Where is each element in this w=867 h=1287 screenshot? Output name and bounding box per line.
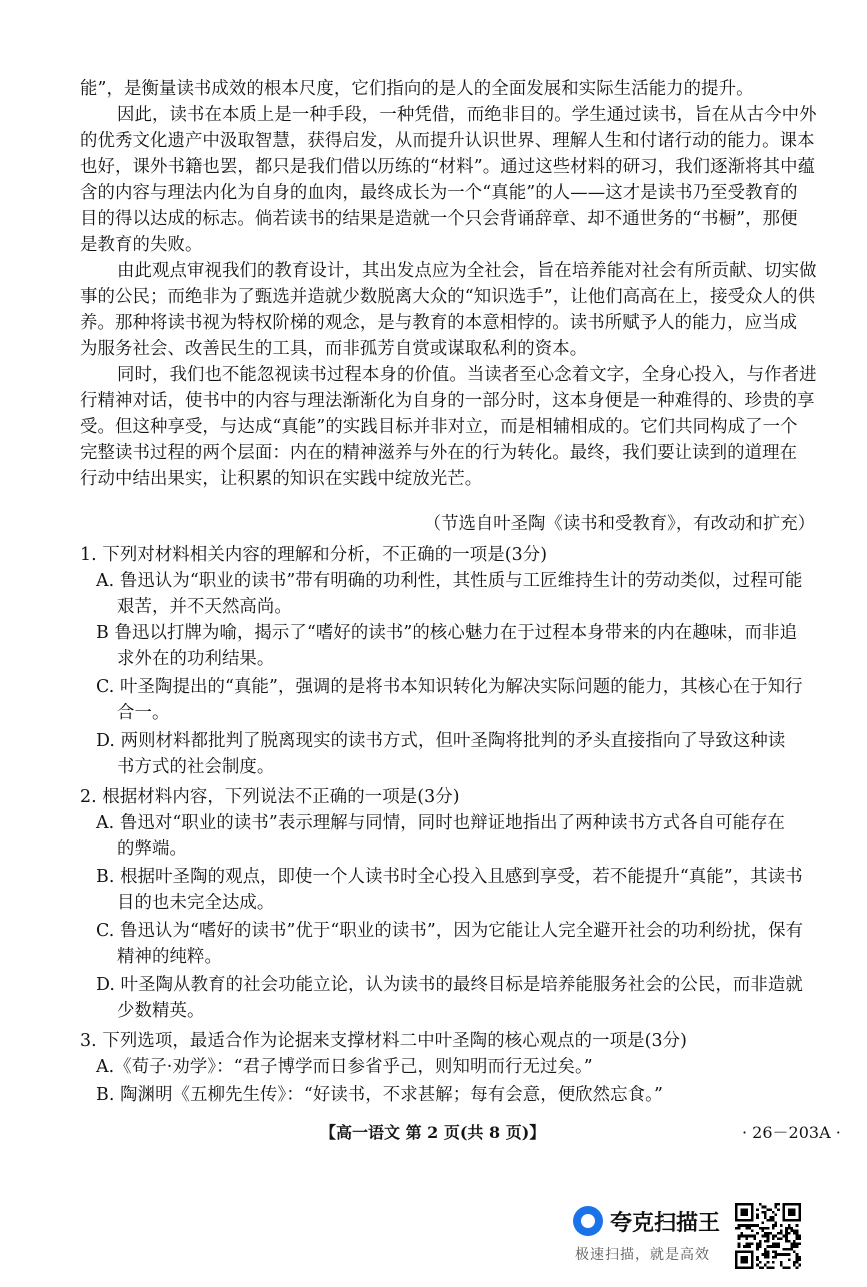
answer-option-line: B. 陶渊明《五柳先生传》：“好读书，不求甚解；每有会意，便欣然忘食。” bbox=[96, 1085, 663, 1105]
answer-option-line: 求外在的功利结果。 bbox=[117, 649, 275, 669]
scanner-logo-icon bbox=[573, 1206, 603, 1236]
qr-code-icon bbox=[735, 1203, 801, 1269]
passage-line: 为服务社会、改善民生的工具，而非孤芳自赏或谋取私利的资本。 bbox=[80, 339, 588, 359]
answer-option-line: C. 叶圣陶提出的“真能”，强调的是将书本知识转化为解决实际问题的能力，其核心在于知行 bbox=[96, 677, 803, 697]
answer-option-line: 少数精英。 bbox=[117, 1001, 205, 1021]
answer-option-line: B. 根据叶圣陶的观点，即使一个人读书时全心投入且感到享受，若不能提升“真能”，其读书 bbox=[96, 867, 803, 887]
passage-line: 完整读书过程的两个层面：内在的精神滋养与外在的行为转化。最终，我们要让读到的道理在 bbox=[80, 443, 798, 463]
question-stem: 1. 下列对材料相关内容的理解和分析，不正确的一项是(3分) bbox=[80, 545, 548, 565]
passage-line: 同时，我们也不能忽视读书过程本身的价值。当读者至心念着文字，全身心投入，与作者进 bbox=[117, 365, 817, 385]
passage-line: 也好，课外书籍也罢，都只是我们借以历练的“材料”。通过这些材料的研习，我们逐渐将其中蕴 bbox=[80, 157, 816, 177]
passage-line: 能”，是衡量读书成效的根本尺度，它们指向的是人的全面发展和实际生活能力的提升。 bbox=[80, 79, 754, 99]
answer-option-line: 的弊端。 bbox=[117, 839, 187, 859]
passage-line: 行精神对话，使书中的内容与理法渐渐化为自身的一部分时，这本身便是一种难得的、珍贵的享 bbox=[80, 391, 815, 411]
question-stem: 3. 下列选项，最适合作为论据来支撑材料二中叶圣陶的核心观点的一项是(3分) bbox=[80, 1031, 688, 1051]
passage-line: 目的得以达成的标志。倘若读书的结果是造就一个只会背诵辞章、却不通世务的“书橱”，那便 bbox=[80, 209, 798, 229]
passage-line: 养。那种将读书视为特权阶梯的观念，是与教育的本意相悖的。读书所赋予人的能力，应当成 bbox=[80, 313, 798, 333]
answer-option-line: D. 叶圣陶从教育的社会功能立论，认为读书的最终目标是培养能服务社会的公民，而非造就 bbox=[96, 975, 803, 995]
answer-option-line: B 鲁迅以打牌为喻，揭示了“嗜好的读书”的核心魅力在于过程本身带来的内在趣味，而非追 bbox=[96, 623, 798, 643]
answer-option-line: A. 鲁迅对“职业的读书”表示理解与同情，同时也辩证地指出了两种读书方式各自可能存在 bbox=[96, 813, 786, 833]
answer-option-line: 艰苦，并不天然高尚。 bbox=[117, 597, 292, 617]
passage-line: 事的公民；而绝非为了甄选并造就少数脱离大众的“知识选手”，让他们高高在上，接受众人的供 bbox=[80, 287, 816, 307]
passage-line: 由此观点审视我们的教育设计，其出发点应为全社会，旨在培养能对社会有所贡献、切实做 bbox=[117, 261, 817, 281]
scanner-watermark bbox=[565, 1198, 735, 1274]
answer-option-line: C. 鲁迅认为“嗜好的读书”优于“职业的读书”，因为它能让人完全避开社会的功利纷扰，保有 bbox=[96, 921, 804, 941]
page-footer: 【高一语文 第 2 页(共 8 页)】 bbox=[320, 1123, 546, 1142]
passage-line: 因此，读书在本质上是一种手段，一种凭借，而绝非目的。学生通过读书，旨在从古今中外 bbox=[117, 105, 817, 125]
answer-option-line: 精神的纯粹。 bbox=[117, 947, 222, 967]
answer-option-line: D. 两则材料都批判了脱离现实的读书方式，但叶圣陶将批判的矛头直接指向了导致这种读 bbox=[96, 731, 786, 751]
answer-option-line: 目的也未完全达成。 bbox=[117, 893, 275, 913]
passage-line: 是教育的失败。 bbox=[80, 235, 203, 255]
passage-line: 含的内容与理法内化为自身的血肉，最终成长为一个“真能”的人——这才是读书乃至受教育的 bbox=[80, 183, 798, 203]
answer-option-line: A. 鲁迅认为“职业的读书”带有明确的功利性，其性质与工匠维持生计的劳动类似，过程可能 bbox=[96, 571, 803, 591]
passage-line: 受。但这种享受，与达成“真能”的实践目标并非对立，而是相辅相成的。它们共同构成了一个 bbox=[80, 417, 798, 437]
paper-code: · 26－203A · bbox=[742, 1123, 841, 1142]
scanner-brand-name: 夸克扫描王 bbox=[610, 1211, 721, 1236]
passage-line: 的优秀文化遗产中汲取智慧，获得启发，从而提升认识世界、理解人生和付诸行动的能力。课本 bbox=[80, 131, 815, 151]
answer-option-line: 书方式的社会制度。 bbox=[117, 757, 275, 777]
answer-option-line: A.《荀子·劝学》：“君子博学而日参省乎己，则知明而行无过矣。” bbox=[96, 1057, 593, 1077]
question-stem: 2. 根据材料内容，下列说法不正确的一项是(3分) bbox=[80, 787, 460, 807]
answer-option-line: 合一。 bbox=[117, 703, 170, 723]
scanner-slogan: 极速扫描，就是高效 bbox=[575, 1247, 710, 1263]
passage-line: 行动中结出果实，让积累的知识在实践中绽放光芒。 bbox=[80, 469, 483, 489]
source-citation: （节选自叶圣陶《读书和受教育》，有改动和扩充） bbox=[423, 514, 815, 534]
